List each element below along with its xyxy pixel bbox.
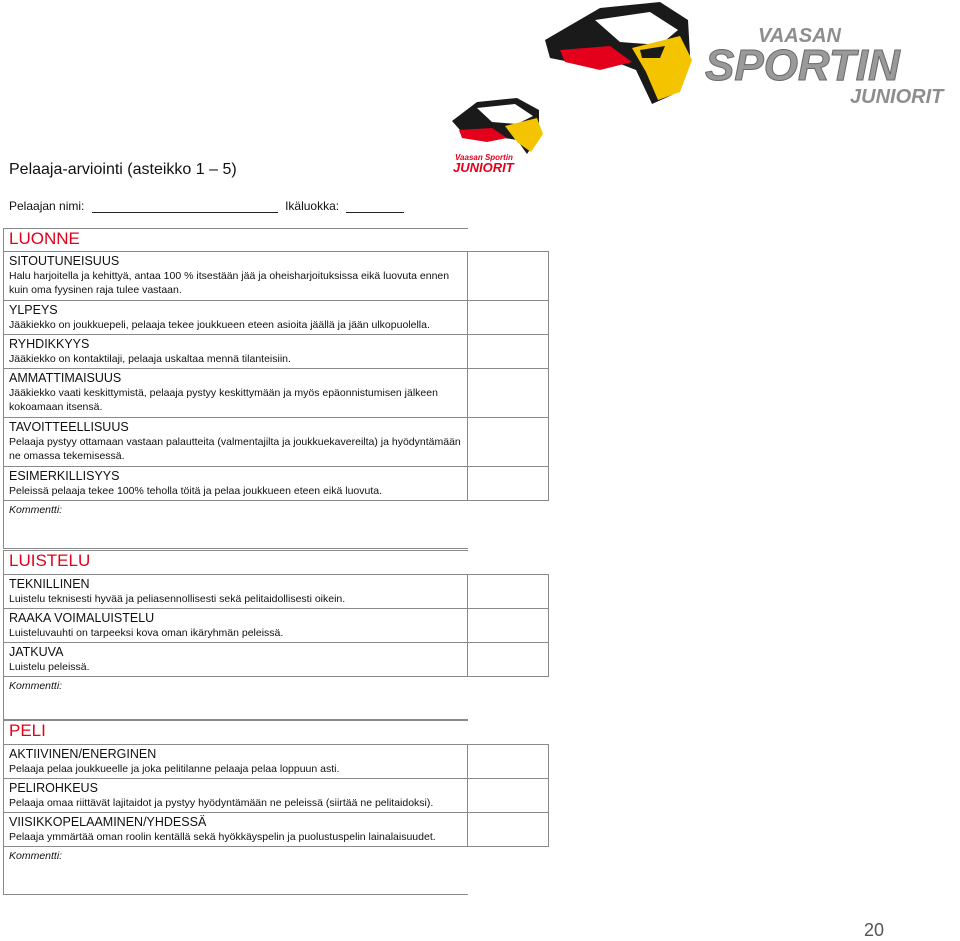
comment-row (4, 677, 549, 720)
score-cell[interactable] (468, 609, 549, 643)
section-title: LUISTELU (4, 551, 468, 575)
criterion-description: Pelaaja pystyy ottamaan vastaan palautteita (valmentajilta ja joukkuekavereilta) ja hyödyntämään ne omassa tekemisessä. (9, 436, 461, 462)
eval-row (4, 575, 549, 609)
section-luistelu (3, 550, 549, 720)
age-class-label: Ikäluokka: (285, 199, 340, 213)
criterion-title: RAAKA VOIMALUISTELU (9, 611, 155, 625)
score-cell[interactable] (468, 335, 549, 369)
score-cell[interactable] (468, 813, 549, 847)
eval-row (4, 369, 549, 418)
score-cell[interactable] (468, 369, 549, 418)
criterion-description: Jääkiekko vaati keskittymistä, pelaaja pystyy keskittymään ja myös epäonnistumisen jälkeen kokoamaan itsensä. (9, 387, 438, 413)
section-title: LUONNE (4, 229, 468, 252)
comment-label: Kommentti: (9, 680, 63, 692)
criterion-title: TEKNILLINEN (9, 577, 90, 591)
form-title: Pelaaja-arviointi (asteikko 1 – 5) (9, 161, 237, 178)
eval-row (4, 609, 549, 643)
eval-row (4, 643, 549, 677)
section-peli (3, 720, 549, 895)
score-cell[interactable] (468, 779, 549, 813)
criterion-title: AKTIIVINEN/ENERGINEN (9, 747, 157, 761)
svg-text:SPORTIN: SPORTIN (705, 41, 900, 90)
eval-row (4, 418, 549, 467)
criterion-title: TAVOITTEELLISUUS (9, 420, 129, 434)
criterion-description: Pelaaja pelaa joukkueelle ja joka pelitilanne pelaaja pelaa loppuun asti. (9, 763, 340, 775)
criterion-description: Pelaaja omaa riittävät lajitaidot ja pystyy hyödyntämään ne peleissä (siirtää ne pelitaidoksi). (9, 797, 434, 809)
player-info-line (9, 199, 404, 213)
criterion-title: AMMATTIMAISUUS (9, 371, 122, 385)
age-class-field[interactable] (346, 201, 404, 213)
criterion-title: SITOUTUNEISUUS (9, 254, 120, 268)
page-number: 20 (863, 920, 884, 940)
criterion-description: Peleissä pelaaja tekee 100% teholla töitä ja pelaa joukkueen eteen eikä luovuta. (9, 485, 383, 497)
vaasan-sportin-logo (540, 0, 960, 110)
score-cell[interactable] (468, 467, 549, 501)
criterion-title: RYHDIKKYYS (9, 337, 90, 351)
eagle-head-icon (545, 2, 692, 104)
eagle-head-small-icon (452, 98, 543, 154)
criterion-description: Luistelu teknisesti hyvää ja peliasennollisesti sekä pelitaidollisesti oikein. (9, 593, 346, 605)
eval-row (4, 301, 549, 335)
criterion-description: Jääkiekko on joukkuepeli, pelaaja tekee joukkueen eteen asioita jäällä ja jään ulkopuolella. (9, 319, 430, 331)
comment-row (4, 847, 549, 895)
score-cell[interactable] (468, 418, 549, 467)
vaasan-sportin-juniorit-logo (447, 96, 557, 176)
criterion-description: Pelaaja ymmärtää oman roolin kentällä sekä hyökkäyspelin ja puolustuspelin lainalaisuudet. (9, 831, 436, 843)
criterion-title: YLPEYS (9, 303, 58, 317)
criterion-description: Jääkiekko on kontaktilaji, pelaaja uskaltaa mennä tilanteisiin. (9, 353, 291, 365)
section-title: PELI (4, 721, 468, 745)
eval-row (4, 745, 549, 779)
eval-row (4, 252, 549, 301)
eval-row (4, 813, 549, 847)
player-name-field[interactable] (92, 201, 278, 213)
comment-label: Kommentti: (9, 850, 63, 862)
svg-text:VAASAN: VAASAN (758, 25, 841, 47)
comment-label: Kommentti: (9, 504, 63, 516)
score-cell[interactable] (468, 301, 549, 335)
score-cell[interactable] (468, 643, 549, 677)
comment-row (4, 501, 549, 549)
criterion-description: Luistelu peleissä. (9, 661, 90, 673)
criterion-title: JATKUVA (9, 645, 64, 659)
criterion-description: Halu harjoitella ja kehittyä, antaa 100 % itsestään jää ja oheisharjoituksissa eikä luovuta ennen kuin oma fyysinen raja tulee vastaan. (9, 270, 450, 296)
criterion-description: Luisteluvauhti on tarpeeksi kova oman ikäryhmän peleissä. (9, 627, 284, 639)
eval-row (4, 335, 549, 369)
score-cell[interactable] (468, 745, 549, 779)
score-cell[interactable] (468, 575, 549, 609)
svg-text:Vaasan Sportin: Vaasan Sportin (455, 153, 513, 162)
eval-row (4, 779, 549, 813)
criterion-title: VIISIKKOPELAAMINEN/YHDESSÄ (9, 815, 207, 829)
section-luonne (3, 228, 549, 549)
score-cell[interactable] (468, 252, 549, 301)
svg-text:JUNIORIT: JUNIORIT (453, 160, 514, 175)
svg-text:JUNIORIT: JUNIORIT (850, 86, 944, 108)
eval-row (4, 467, 549, 501)
criterion-title: ESIMERKILLISYYS (9, 469, 120, 483)
criterion-title: PELIROHKEUS (9, 781, 98, 795)
player-name-label: Pelaajan nimi: (9, 199, 85, 213)
